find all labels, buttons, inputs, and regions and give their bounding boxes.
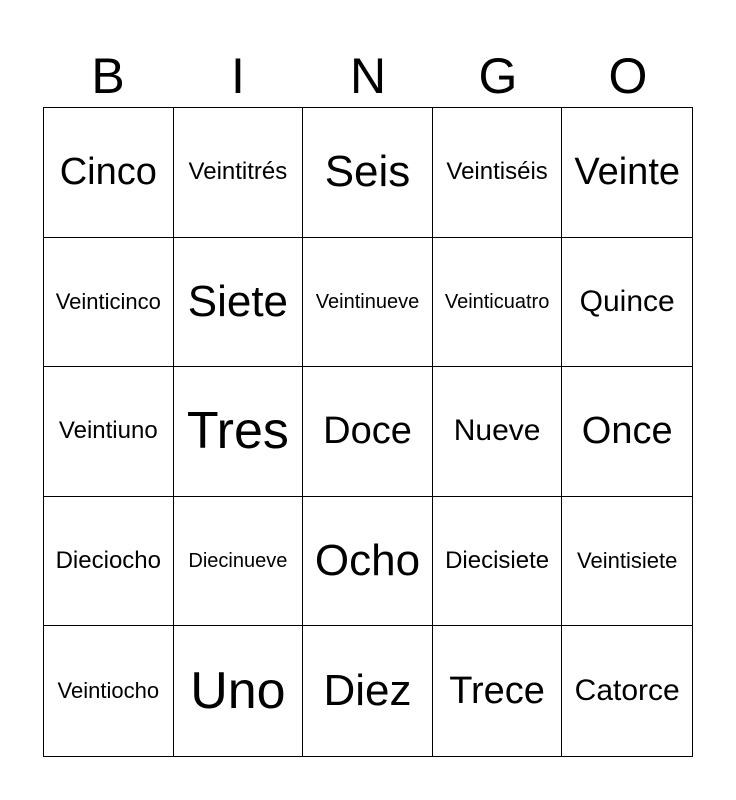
bingo-cell[interactable]: Cinco (44, 108, 174, 238)
bingo-cell[interactable]: Veinticinco (44, 238, 174, 368)
bingo-cell[interactable]: Veinticuatro (433, 238, 563, 368)
bingo-cell[interactable]: Uno (174, 626, 304, 756)
header-letter-g: G (478, 48, 518, 104)
bingo-cell[interactable]: Trece (433, 626, 563, 756)
bingo-cell[interactable]: Nueve (433, 367, 563, 497)
bingo-cell[interactable]: Ocho (303, 497, 433, 627)
bingo-cell[interactable]: Diez (303, 626, 433, 756)
bingo-cell[interactable]: Tres (174, 367, 304, 497)
bingo-cell[interactable]: Veinte (562, 108, 692, 238)
bingo-cell[interactable]: Veintinueve (303, 238, 433, 368)
bingo-cell[interactable]: Veintiocho (44, 626, 174, 756)
bingo-card-grid (43, 107, 693, 757)
bingo-cell[interactable]: Veintiuno (44, 367, 174, 497)
bingo-cell[interactable]: Veintisiete (562, 497, 692, 627)
bingo-cell[interactable]: Veintiséis (433, 108, 563, 238)
bingo-cell[interactable]: Dieciocho (44, 497, 174, 627)
header-letter-b: B (91, 48, 125, 104)
bingo-cell[interactable]: Diecisiete (433, 497, 563, 627)
header-letter-i: I (231, 48, 245, 104)
bingo-header (43, 44, 693, 108)
bingo-cell[interactable]: Diecinueve (174, 497, 304, 627)
header-letter-o: O (608, 48, 648, 104)
bingo-cell[interactable]: Doce (303, 367, 433, 497)
bingo-cell[interactable]: Once (562, 367, 692, 497)
bingo-cell[interactable]: Seis (303, 108, 433, 238)
bingo-cell[interactable]: Catorce (574, 674, 680, 708)
bingo-cell[interactable]: Veintitrés (174, 108, 304, 238)
header-letter-n: N (349, 48, 387, 104)
bingo-cell[interactable]: Siete (174, 238, 304, 368)
bingo-cell[interactable]: Quince (562, 238, 692, 368)
